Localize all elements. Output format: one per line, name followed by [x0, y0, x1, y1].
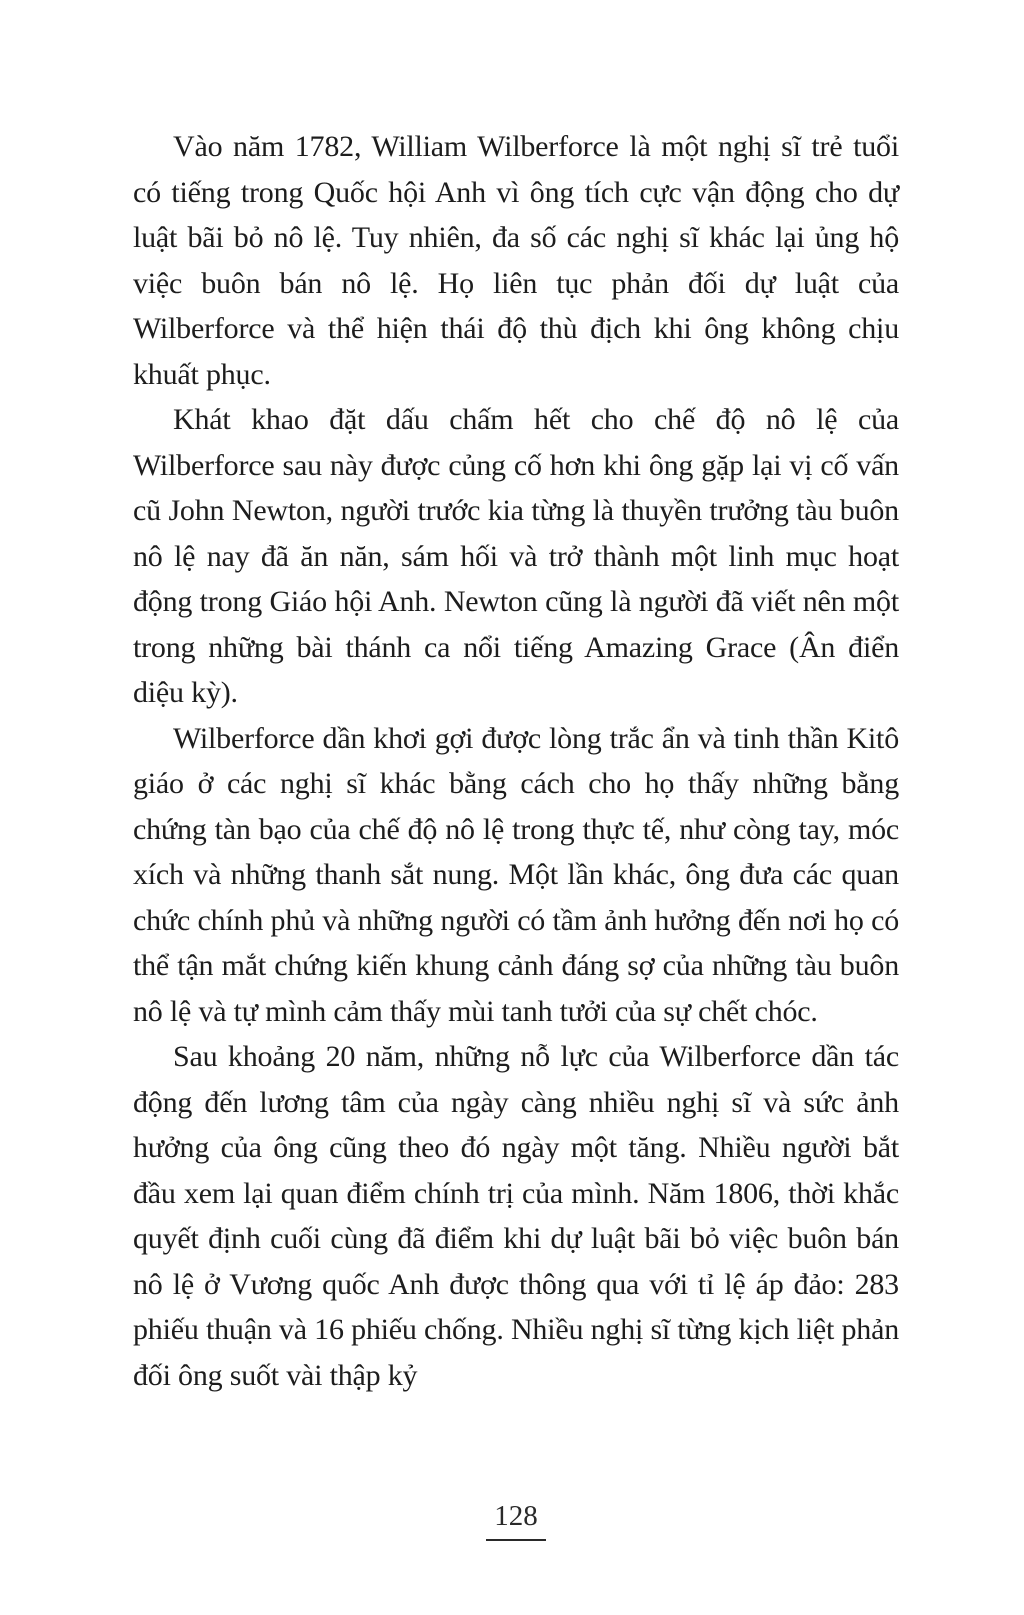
page-footer — [133, 1501, 899, 1541]
paragraph-2: Khát khao đặt dấu chấm hết cho chế độ nô lệ của Wilberforce sau này được củng cố hơn khi ông gặp lại vị cố vấn cũ John Newton, người trước kia từng là thuyền trưởng tàu buôn nô lệ nay đã ăn năn, sám hối và trở thành một linh mục hoạt động trong Giáo hội Anh. Newton cũng là người đã viết nên một trong những bài thánh ca nổi tiếng Amazing Grace (Ân điển diệu kỳ). — [133, 403, 899, 709]
body-text — [133, 124, 899, 1398]
paragraph-3: Wilberforce dần khơi gợi được lòng trắc ẩn và tinh thần Kitô giáo ở các nghị sĩ khác bằng cách cho họ thấy những bằng chứng tàn bạo của chế độ nô lệ trong thực tế, như còng tay, móc xích và những thanh sắt nung. Một lần khác, ông đưa các quan chức chính phủ và những người có tầm ảnh hưởng đến nơi họ có thể tận mắt chứng kiến khung cảnh đáng sợ của những tàu buôn nô lệ và tự mình cảm thấy mùi tanh tưởi của sự chết chóc. — [133, 721, 899, 1028]
page-number: 128 — [486, 1501, 546, 1541]
paragraph-4: Sau khoảng 20 năm, những nỗ lực của Wilberforce dần tác động đến lương tâm của ngày càng nhiều nghị sĩ và sức ảnh hưởng của ông cũng theo đó ngày một tăng. Nhiều người bắt đầu xem lại quan điểm chính trị của mình. Năm 1806, thời khắc quyết định cuối cùng đã điểm khi dự luật bãi bỏ việc buôn bán nô lệ ở Vương quốc Anh được thông qua với tỉ lệ áp đảo: 283 phiếu thuận và 16 phiếu chống. Nhiều nghị sĩ từng kịch liệt phản đối ông suốt vài thập kỷ — [133, 1040, 899, 1392]
paragraph-1: Vào năm 1782, William Wilberforce là một nghị sĩ trẻ tuổi có tiếng trong Quốc hội Anh vì ông tích cực vận động cho dự luật bãi bỏ nô lệ. Tuy nhiên, đa số các nghị sĩ khác lại ủng hộ việc buôn bán nô lệ. Họ liên tục phản đối dự luật của Wilberforce và thể hiện thái độ thù địch khi ông không chịu khuất phục. — [133, 130, 899, 391]
